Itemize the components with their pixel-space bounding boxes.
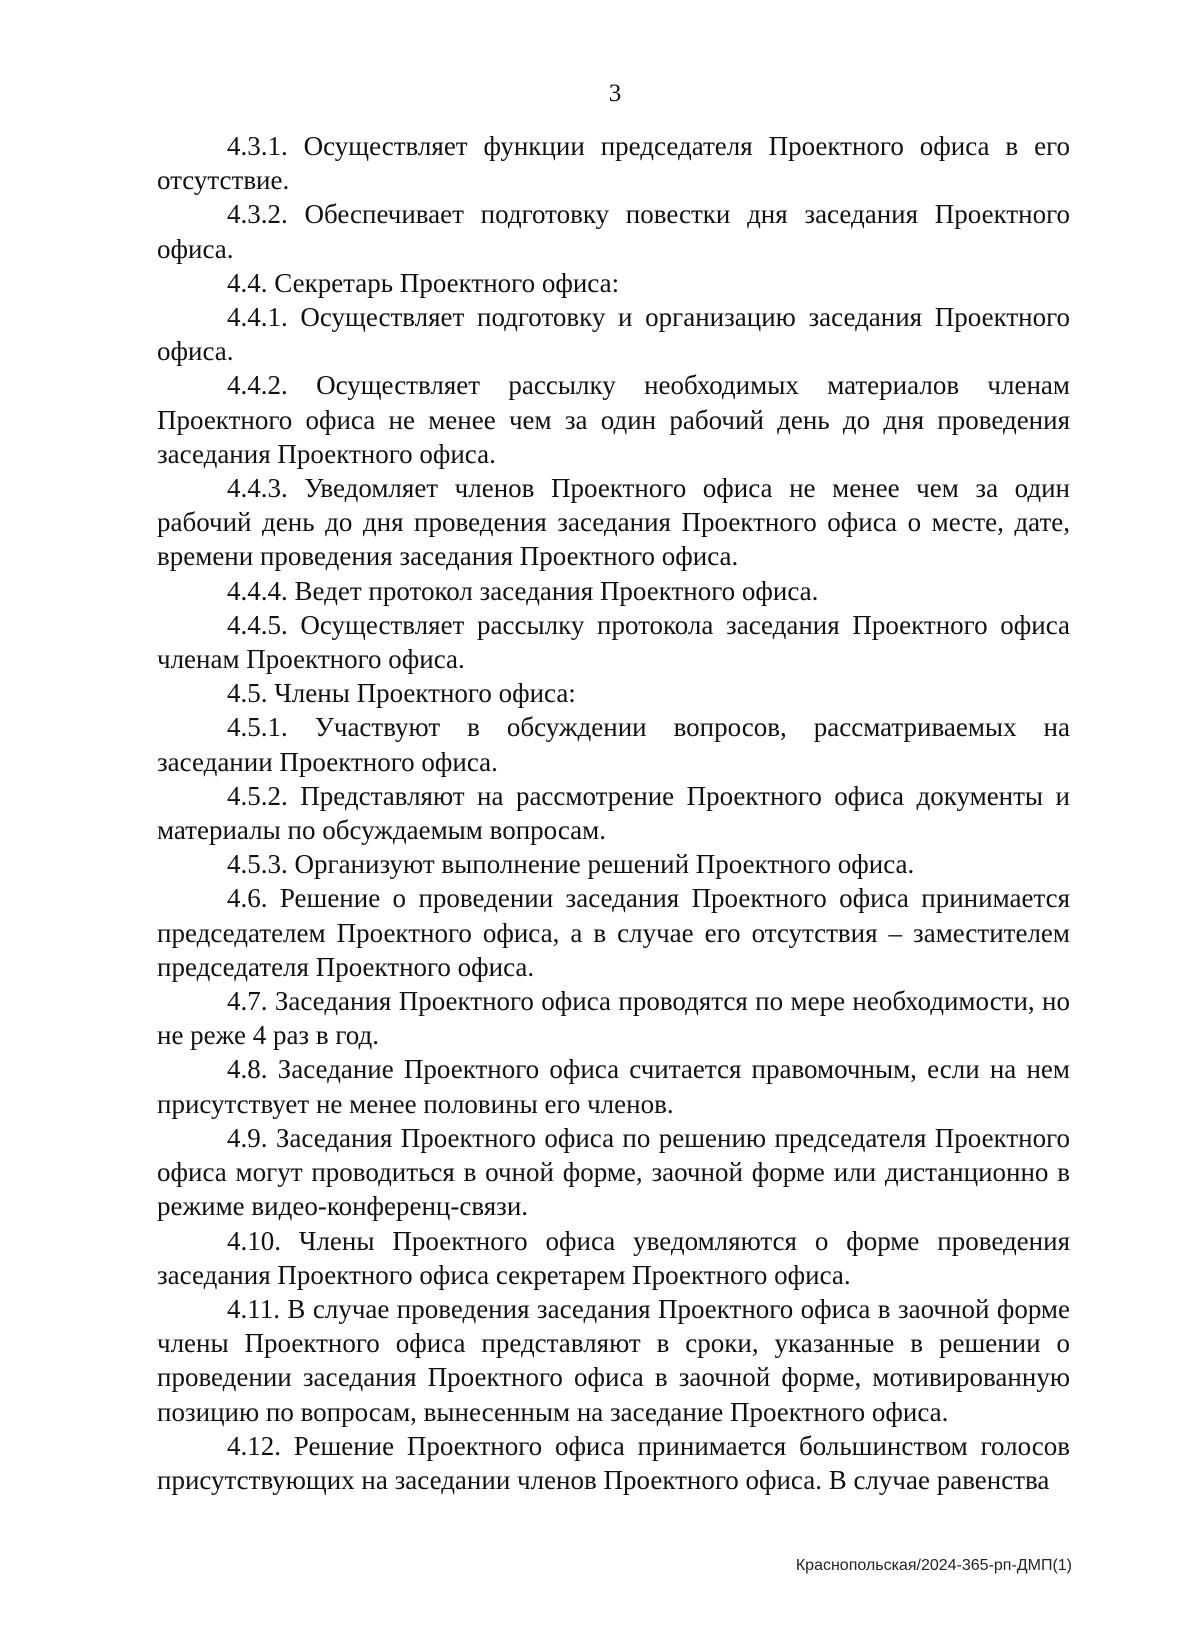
paragraph-4-4-2: 4.4.2. Осуществляет рассылку необходимых материалов членам Проектного офиса не менее чем за один рабочий день до дня проведения заседания Проектного офиса. [157,370,1070,469]
document-code-footer: Краснопольская/2024-365-рп-ДМП(1) [795,1557,1072,1574]
paragraph-4-5-1: 4.5.1. Участвуют в обсуждении вопросов, рассматриваемых на заседании Проектного офиса. [157,712,1070,777]
paragraph-4-12: 4.12. Решение Проектного офиса принимается большинством голосов присутствующих на заседании членов Проектного офиса. В случае равенства [157,1430,1070,1495]
paragraph-4-4-1: 4.4.1. Осуществляет подготовку и организацию заседания Проектного офиса. [157,302,1070,367]
paragraph-4-5-2: 4.5.2. Представляют на рассмотрение Проектного офиса документы и материалы по обсуждаемым вопросам. [157,780,1070,846]
paragraph-4-5: 4.5. Члены Проектного офиса: [227,678,576,709]
paragraph-4-11: 4.11. В случае проведения заседания Проектного офиса в заочной форме члены Проектного офиса представляют в сроки, указанные в решении о проведении заседания Проектного офиса в заочной форме, мотивированную позицию по вопросам, вынесенным на заседание Проектного офиса. [157,1293,1070,1427]
paragraph-4-7: 4.7. Заседания Проектного офиса проводятся по мере необходимости, но не реже 4 раз в год. [157,986,1070,1051]
paragraph-4-9: 4.9. Заседания Проектного офиса по решению председателя Проектного офиса могут проводиться в очной форме, заочной форме или дистанционно в режиме видео-конференц-связи. [157,1122,1070,1222]
paragraph-4-4: 4.4. Секретарь Проектного офиса: [227,267,620,298]
paragraph-4-10: 4.10. Члены Проектного офиса уведомляются о форме проведения заседания Проектного офиса секретарем Проектного офиса. [157,1225,1070,1290]
document-body [157,129,1070,1497]
paragraph-4-4-3: 4.4.3. Уведомляет членов Проектного офиса не менее чем за один рабочий день до дня проведения заседания Проектного офиса о месте, дате, времени проведения заседания Проектного офиса. [157,473,1070,572]
paragraph-4-3-1: 4.3.1. Осуществляет функции председателя Проектного офиса в его отсутствие. [157,131,1070,196]
paragraph-4-6: 4.6. Решение о проведении заседания Проектного офиса принимается председателем Проектного офиса, а в случае его отсутствия – заместителем председателя Проектного офиса. [157,883,1070,982]
paragraph-4-4-4: 4.4.4. Ведет протокол заседания Проектного офиса. [227,575,819,606]
paragraph-4-3-2: 4.3.2. Обеспечивает подготовку повестки дня заседания Проектного офиса. [157,199,1070,264]
paragraph-4-5-3: 4.5.3. Организуют выполнение решений Проектного офиса. [227,849,915,880]
paragraph-4-4-5: 4.4.5. Осуществляет рассылку протокола заседания Проектного офиса членам Проектного офиса. [157,609,1070,675]
page-number: 3 [608,80,622,107]
paragraph-4-8: 4.8. Заседание Проектного офиса считается правомочным, если на нем присутствует не менее половины его членов. [157,1054,1070,1119]
